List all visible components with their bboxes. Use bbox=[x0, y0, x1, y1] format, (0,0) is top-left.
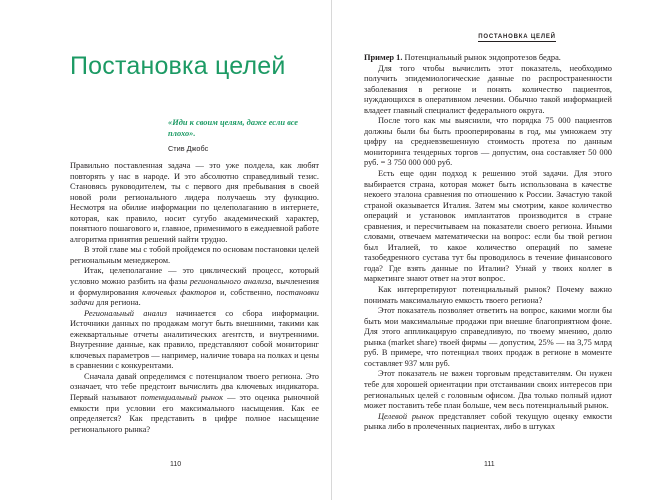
text-run: Этот показатель не важен торговым представителям. Он нужен тебе для хорошей ориентации при отстаивании своих интересов при региональных целей с головным офисом. Два только полный идиот может поставить тебе план больше, чем весь потенциальный рынок. bbox=[364, 369, 612, 411]
text-run: Для того чтобы вычислить этот показатель, необходимо получить эпидемиологические данные по распространенности заболевания в регионе и понять количество пациентов, нуждающихся в оперативном лечении. Обычно такой информацией владеет главный специалист федерального округа. bbox=[364, 63, 612, 115]
text-run: Региональный анализ bbox=[84, 308, 167, 318]
text-run: Есть еще один подход к решению этой задачи. Для этого выбирается страна, которая может быть использована в качестве некоего эталона сравнения по отношению к России. Зачастую такой страной оказывается Италия. Затем мы смотрим, какое количество операций и установок имплантатов производится в стране сравнения, и пересчитываем на показатели своего региона. Иными словами, отвечаем математически на вопрос: если бы твой регион был Италией, то какое количество операций по замене тазобедренного сустава тут бы проводилось в течение финансового года? Где взять данные по Италии? Узнай у твоих коллег в маркетинге знают ответ на этот вопрос. bbox=[364, 169, 612, 284]
text-run: и, собственно, bbox=[216, 287, 277, 297]
text-run: представляет собой текущую оценку емкости рынка либо в пролеченных пациентах, либо в штуках bbox=[364, 411, 612, 432]
text-run: , вычленения и формулирования bbox=[70, 277, 319, 297]
right-paragraph bbox=[364, 116, 612, 169]
text-run: постановки задачи bbox=[70, 287, 319, 308]
right-paragraph bbox=[364, 285, 612, 306]
left-paragraph bbox=[70, 372, 319, 435]
page-number-left: 110 bbox=[170, 461, 182, 468]
text-run: регионального анализа bbox=[189, 277, 272, 287]
text-run: начинается со сбора информации. Источники данных по продажам могут быть внешними, такими как ежеквартальные отчеты аналитических агентств, и внутренними. Внутренние данные, как правило, представляют собой мониторинг ключевых параметров — например, наличие товара на полках и цены в сравнении с конкурентами. bbox=[70, 308, 319, 371]
text-run: — это оценка рыночной емкости при условии его максимального насыщения. Как ее определяется? Как представить в цифре полное насыщение регионального рынка? bbox=[70, 393, 319, 434]
text-run: ключевых факторов bbox=[142, 287, 217, 297]
text-run: потенциальный рынок bbox=[140, 393, 224, 403]
page-number-right: 111 bbox=[484, 461, 495, 468]
text-run: После того как мы выяснили, что порядка 75 000 пациентов должны были бы быть прооперированы в год, мы умножаем эту цифру на средневзвешенную стоимость протеза по данным мониторинга тендерных торгов — допустим, она составляет 50 000 руб. = 3 750 000 000 руб. bbox=[364, 116, 612, 168]
text-run: Потенциальный рынок эндопротезов бедра. bbox=[402, 53, 561, 62]
left-paragraph bbox=[70, 245, 319, 266]
running-head-label: ПОСТАНОВКА ЦЕЛЕЙ bbox=[478, 34, 556, 40]
right-paragraph bbox=[364, 64, 612, 117]
text-run: Целевой рынок bbox=[378, 411, 434, 421]
text-run: Этот показатель позволяет ответить на вопрос, какими могли бы быть мои максимальные продажи при внешне благоприятном фоне. Для этого аппликацирую справедливую, по твоему мнению, долю рынка (market share) твоей фирмы — допустим, 25% — на 3,75 млрд руб. В примере, что потенциал твоих продаж в регионе в моменте составляет 937 млн руб. bbox=[364, 306, 612, 368]
left-paragraph bbox=[70, 266, 319, 308]
text-run: В этой главе мы с тобой пройдемся по основам постановки целей региональным менеджером. bbox=[70, 245, 319, 265]
right-paragraph bbox=[364, 306, 612, 369]
right-paragraph bbox=[364, 169, 612, 285]
right-paragraph bbox=[364, 369, 612, 411]
left-page bbox=[0, 0, 331, 500]
text-run: Итак, целеполагание — это циклический процесс, который условно можно разбить на фазы bbox=[70, 266, 319, 287]
right-body-text bbox=[364, 53, 612, 433]
text-run: Как интерпретируют потенциальный рынок? Почему важно понимать максимальную емкость твоего региона? bbox=[364, 285, 612, 305]
right-paragraph bbox=[364, 412, 612, 433]
epigraph-author: Стив Джобс bbox=[168, 144, 209, 153]
chapter-title: Постановка целей bbox=[70, 52, 286, 80]
text-run: Пример 1. bbox=[364, 53, 403, 62]
epigraph-quote: «Иди к своим целям, даже если все плохо». bbox=[168, 118, 299, 138]
text-run: для региона. bbox=[93, 298, 141, 308]
text-run: Сначала давай определимся с потенциалом твоего региона. Это означает, что тебе предстоит вычислить два ключевых индикатора. Первый называют bbox=[70, 371, 319, 403]
left-body-text bbox=[70, 161, 319, 435]
right-page bbox=[332, 0, 664, 500]
left-paragraph bbox=[70, 309, 319, 372]
running-head bbox=[442, 34, 592, 42]
left-paragraph bbox=[70, 161, 319, 245]
text-run: Правильно поставленная задача — это уже полдела, как любят повторять у нас в народе. И это абсолютно справедливый тезис. Становясь руководителем, ты с первого дня пребывания в своей новой роли регионального лидера получаешь эту функцию. Несмотря на обилие информации по целеполаганию в интернете, которая, как правило, носит сугубо академический характер, понятного пошагового и, главное, применимого в ежедневной работе алгоритма принятия решений найти трудно. bbox=[70, 161, 319, 244]
right-paragraph bbox=[364, 53, 612, 64]
